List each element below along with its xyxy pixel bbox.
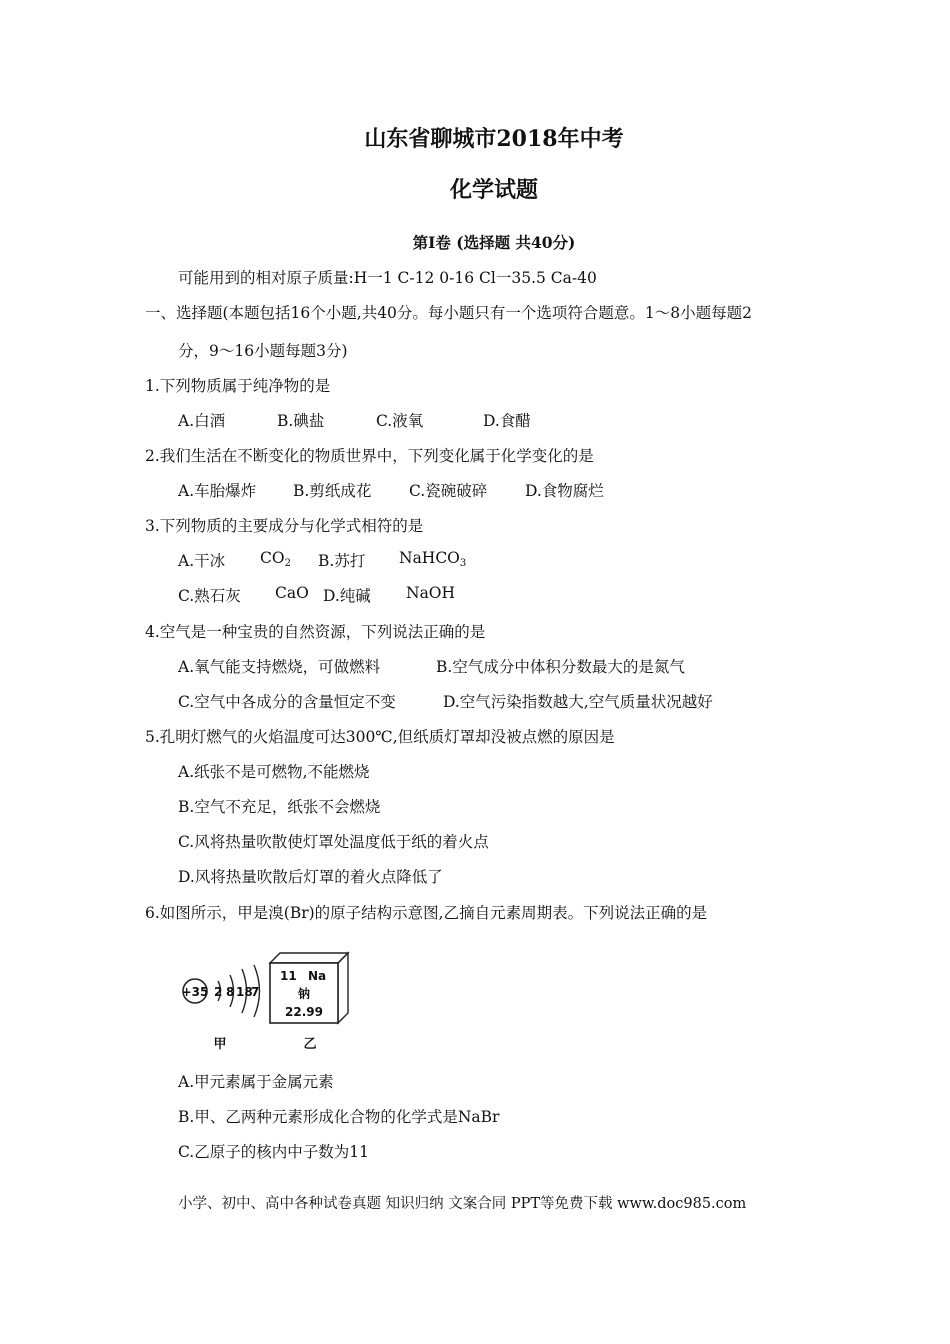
question-5-option-d: D.风将热量吹散后灯罩的着火点降低了 xyxy=(178,868,443,886)
shell-count: 2 xyxy=(214,985,223,999)
question-2-option-b: B.剪纸成花 xyxy=(293,482,372,500)
question-3-option-d-formula: NaOH xyxy=(406,584,456,602)
question-5-option-c: C.风将热量吹散使灯罩处温度低于纸的着火点 xyxy=(178,833,489,851)
question-3-option-c-name: C.熟石灰 xyxy=(178,587,241,605)
cell-symbol: Na xyxy=(308,969,327,983)
question-5-option-a: A.纸张不是可燃物,不能燃烧 xyxy=(178,763,370,781)
cell-element-name: 钠 xyxy=(297,987,311,1001)
formula-text: CO xyxy=(260,549,285,567)
question-1-stem: 1.下列物质属于纯净物的是 xyxy=(145,377,331,395)
shell-count: 18 xyxy=(236,985,253,999)
question-6-option-a: A.甲元素属于金属元素 xyxy=(178,1073,334,1091)
page-title: 山东省聊城市2018年中考 xyxy=(364,126,624,152)
question-2-stem: 2.我们生活在不断变化的物质世界中，下列变化属于化学变化的是 xyxy=(145,447,594,465)
question-4-stem: 4.空气是一种宝贵的自然资源，下列说法正确的是 xyxy=(145,623,486,641)
question-2-option-d: D.食物腐烂 xyxy=(525,482,604,500)
figure-label-a: 甲 xyxy=(213,1037,227,1052)
shell-count: 8 xyxy=(226,985,235,999)
formula-subscript: 2 xyxy=(284,558,291,569)
page-subtitle: 化学试题 xyxy=(449,177,538,203)
question-4-option-c: C.空气中各成分的含量恒定不变 xyxy=(178,693,396,711)
question-1-option-c: C.液氧 xyxy=(376,412,424,430)
formula-text: NaHCO xyxy=(399,549,460,567)
question-6-figure xyxy=(170,945,370,1055)
question-3-option-b-name: B.苏打 xyxy=(318,552,366,570)
shell-count: 7 xyxy=(251,985,260,999)
cell-atomic-number: 11 xyxy=(280,969,297,983)
question-5-option-b: B.空气不充足，纸张不会燃烧 xyxy=(178,798,381,816)
cell-atomic-mass: 22.99 xyxy=(285,1005,323,1019)
formula-subscript: 3 xyxy=(459,558,467,569)
question-1-option-b: B.碘盐 xyxy=(277,412,325,430)
part-one-heading-line2: 分，9～16小题每题3分) xyxy=(178,342,348,360)
question-6-option-b: B.甲、乙两种元素形成化合物的化学式是NaBr xyxy=(178,1108,500,1126)
question-3-option-b-formula xyxy=(399,549,466,569)
question-2-option-c: C.瓷碗破碎 xyxy=(409,482,488,500)
question-6-option-c: C.乙原子的核内中子数为11 xyxy=(178,1143,369,1161)
question-2-option-a: A.车胎爆炸 xyxy=(178,482,257,500)
question-3-option-a-formula xyxy=(260,549,291,569)
box-side-icon xyxy=(338,953,348,1023)
question-4-option-a: A.氧气能支持燃烧，可做燃料 xyxy=(178,658,381,676)
section-title: 第Ⅰ卷 (选择题 共40分) xyxy=(412,233,576,252)
figure-label-b: 乙 xyxy=(303,1037,317,1052)
question-3-option-c-formula: CaO xyxy=(275,584,309,602)
question-3-stem: 3.下列物质的主要成分与化学式相符的是 xyxy=(145,517,424,535)
atomic-masses: 可能用到的相对原子质量:H一1 C-12 0-16 Cl一35.5 Ca-40 xyxy=(178,269,597,287)
box-top-icon xyxy=(270,953,348,963)
question-3-option-d-name: D.纯碱 xyxy=(323,587,371,605)
question-1-option-d: D.食醋 xyxy=(483,412,531,430)
question-6-stem: 6.如图所示，甲是溴(Br)的原子结构示意图,乙摘自元素周期表。下列说法正确的是 xyxy=(145,904,708,922)
question-5-stem: 5.孔明灯燃气的火焰温度可达300℃,但纸质灯罩却没被点燃的原因是 xyxy=(145,728,615,746)
question-4-option-d: D.空气污染指数越大,空气质量状况越好 xyxy=(443,693,713,711)
question-1-option-a: A.白酒 xyxy=(178,412,226,430)
question-4-option-b: B.空气成分中体积分数最大的是氮气 xyxy=(436,658,685,676)
part-one-heading-line1: 一、选择题(本题包括16个小题,共40分。每小题只有一个选项符合题意。1～8小题每题2 xyxy=(145,304,753,322)
question-3-option-a-name: A.干冰 xyxy=(178,552,226,570)
nucleus-charge: +35 xyxy=(181,985,209,999)
footer-note: 小学、初中、高中各种试卷真题 知识归纳 文案合同 PPT等免费下载 www.doc985.com xyxy=(178,1196,747,1212)
